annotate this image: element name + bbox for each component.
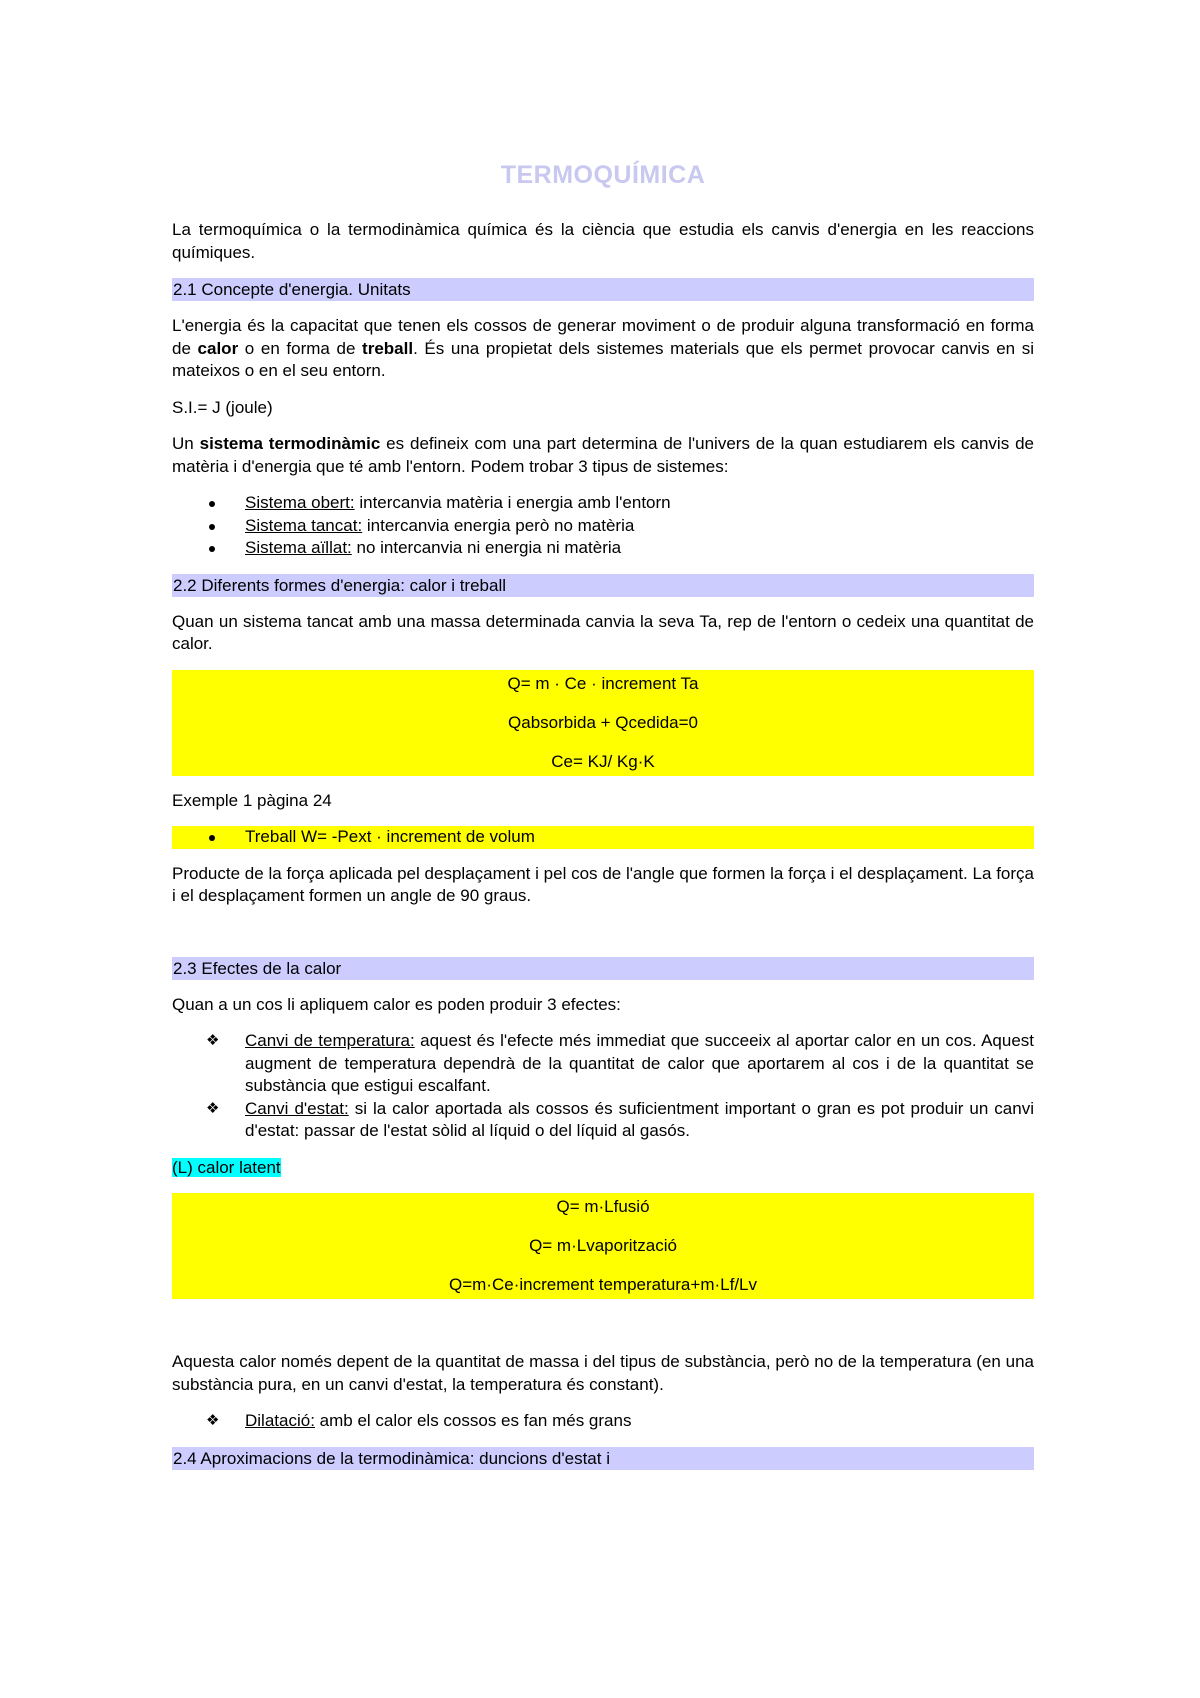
list-item-term: Sistema tancat: — [245, 515, 363, 535]
formula-line: Q= m·Lfusió — [556, 1197, 650, 1216]
list-item — [172, 1030, 1034, 1098]
section-heading-2-4: 2.4 Aproximacions de la termodinàmica: duncions d'estat i — [172, 1447, 1034, 1470]
list-item — [172, 515, 1034, 538]
disc-bullet-icon — [206, 515, 236, 530]
list-item-term: Sistema aïllat: — [245, 538, 352, 557]
list-item-term: Sistema obert: — [245, 493, 355, 512]
latent-heat-highlight: (L) calor latent — [172, 1157, 281, 1177]
list-item — [172, 1098, 1034, 1143]
systems-list — [172, 492, 1034, 560]
disc-bullet-icon — [206, 492, 236, 507]
list-item-term: Dilatació: — [245, 1411, 315, 1430]
list-item-desc: si la calor aportada als cossos és suficientment important o gran es pot produir un canvi d'estat: passar de l'estat sòlid al líquid o del líquid al gasós. — [245, 1098, 1034, 1140]
document-body — [172, 160, 1034, 1484]
list-item-term: Canvi d'estat: — [245, 1098, 349, 1118]
formula-line: Q=m·Ce·increment temperatura+m·Lf/Lv — [449, 1275, 757, 1294]
section-heading-2-2: 2.2 Diferents formes d'energia: calor i treball — [172, 574, 1034, 597]
blank-space — [172, 1313, 1034, 1351]
text-run: . És una propietat dels sistemes materials que els permet provocar canvis en si mateixos o en el seu entorn. — [172, 338, 1035, 380]
example-reference: Exemple 1 pàgina 24 — [172, 790, 332, 810]
diamond-bullet-icon: ❖ — [206, 1099, 220, 1117]
energy-definition-paragraph — [172, 315, 1034, 383]
latent-heat-label — [172, 1157, 1034, 1180]
list-item-term: Canvi de temperatura: — [245, 1031, 415, 1050]
bold-term-sistema: sistema termodinàmic — [199, 434, 381, 453]
work-paragraph: Producte de la força aplicada pel desplaçament i pel cos de l'angle que formen la força i el desplaçament. La força i el desplaçament formen un angle de 90 graus. — [172, 863, 1034, 905]
text-run: L'energia és la capacitat que tenen els cossos de generar moviment o de produir alguna transformació en forma de — [172, 316, 1034, 358]
diamond-bullet-icon: ❖ — [206, 1032, 220, 1049]
list-item — [172, 492, 1034, 515]
list-item-desc: amb el calor els cossos es fan més grans — [314, 1411, 632, 1430]
blank-space — [172, 922, 1034, 957]
formula-line: Q= m · Ce · increment Ta — [507, 673, 699, 693]
section-heading-2-3: 2.3 Efectes de la calor — [172, 957, 1034, 980]
text-run: Un — [172, 434, 200, 453]
heat-paragraph: Quan un sistema tancat amb una massa determinada canvia la seva Ta, rep de l'entorn o cedeix una quantitat de calor. — [172, 611, 1034, 653]
section-heading-2-1: 2.1 Concepte d'energia. Unitats — [172, 278, 1034, 301]
diamond-bullet-icon: ❖ — [206, 1412, 220, 1429]
intro-paragraph: La termoquímica o la termodinàmica química és la ciència que estudia els canvis d'energia en les reaccions químiques. — [172, 220, 1034, 262]
work-formula: Treball W= -Pext · increment de volum — [245, 827, 535, 846]
list-item — [172, 537, 1034, 560]
heat-formula-box — [172, 670, 1034, 776]
formula-line: Q= m·Lvaporització — [529, 1236, 677, 1255]
formula-line: Ce= KJ/ Kg·K — [551, 751, 655, 771]
list-item-desc: intercanvia matèria i energia amb l'entorn — [354, 493, 671, 512]
latent-heat-paragraph: Aquesta calor només depent de la quantitat de massa i del tipus de substància, però no de la temperatura (en una substància pura, en un canvi d'estat, la temperatura és constant). — [172, 1352, 1034, 1394]
work-formula-list — [172, 826, 1034, 849]
effects-list — [172, 1030, 1034, 1143]
si-unit-line: S.I.= J (joule) — [172, 397, 273, 417]
text-run: o en forma de — [238, 338, 363, 358]
list-item-desc: no intercanvia ni energia ni matèria — [351, 538, 622, 557]
latent-formula-box — [172, 1193, 1034, 1299]
effects-intro: Quan a un cos li apliquem calor es poden produir 3 efectes: — [172, 994, 621, 1014]
disc-bullet-icon — [206, 826, 236, 841]
list-item-desc: aquest és l'efecte més immediat que succeeix al aportar calor en un cos. Aquest augment de temperatura dependrà de la quantitat de calor que aportarem al cos i de la quantitat se substància que estigui escalfant. — [245, 1031, 1034, 1095]
bold-term-treball: treball — [362, 338, 414, 358]
list-item-desc: intercanvia energia però no matèria — [362, 515, 635, 535]
list-item — [172, 826, 1034, 849]
list-item — [172, 1410, 1034, 1433]
formula-line: Qabsorbida + Qcedida=0 — [508, 712, 698, 732]
dilation-list — [172, 1410, 1034, 1433]
disc-bullet-icon — [206, 537, 236, 552]
document-title: TERMOQUÍMICA — [500, 161, 706, 189]
bold-term-calor: calor — [197, 338, 239, 358]
text-run: es defineix com una part determina de l'univers de la quan estudiarem els canvis de matèria i d'energia que té amb l'entorn. Podem trobar 3 tipus de sistemes: — [172, 434, 1034, 476]
system-definition-paragraph — [172, 433, 1034, 478]
